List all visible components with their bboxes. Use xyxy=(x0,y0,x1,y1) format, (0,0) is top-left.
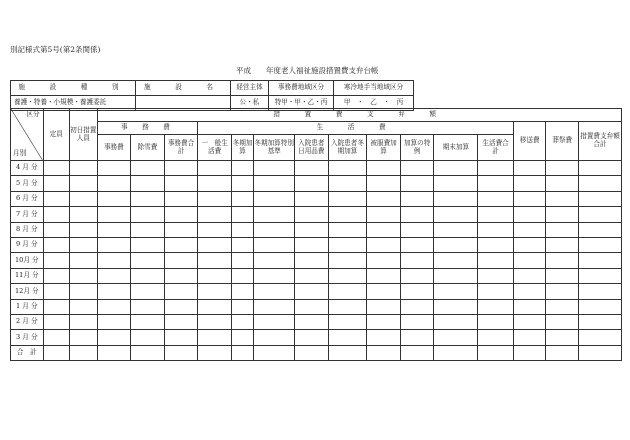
ledger-cell[interactable] xyxy=(579,345,622,360)
month-row xyxy=(11,191,622,206)
ledger-cell[interactable] xyxy=(367,253,401,268)
ledger-cell[interactable] xyxy=(231,284,253,299)
ledger-cell[interactable] xyxy=(328,268,367,283)
ledger-cell[interactable] xyxy=(513,176,546,191)
ledger-cell[interactable] xyxy=(579,330,622,345)
operator-value[interactable]: 公・私 xyxy=(231,96,269,111)
month-row xyxy=(11,253,622,268)
corner-bottom-label: 月別 xyxy=(13,149,27,158)
month-label: 11月 分 xyxy=(11,268,44,283)
ledger-cell[interactable] xyxy=(328,222,367,237)
ledger-cell[interactable] xyxy=(328,237,367,252)
ledger-cell[interactable] xyxy=(164,161,198,176)
ledger-cell[interactable] xyxy=(434,222,478,237)
ledger-cell[interactable] xyxy=(328,345,367,360)
ledger-cell[interactable] xyxy=(367,176,401,191)
ledger-cell[interactable] xyxy=(579,268,622,283)
ledger-cell[interactable] xyxy=(295,222,329,237)
ledger-cell[interactable] xyxy=(579,222,622,237)
ledger-cell[interactable] xyxy=(97,299,131,314)
ledger-cell[interactable] xyxy=(131,299,165,314)
ledger-cell[interactable] xyxy=(328,330,367,345)
month-row xyxy=(11,268,622,283)
corner-top-label: 区分 xyxy=(26,110,40,118)
ledger-cell[interactable] xyxy=(97,237,131,252)
ledger-cell[interactable] xyxy=(131,284,165,299)
ledger-cell[interactable] xyxy=(43,161,69,176)
ledger-cell[interactable] xyxy=(513,237,546,252)
ledger-cell[interactable] xyxy=(546,330,579,345)
ledger-cell[interactable] xyxy=(164,299,198,314)
ledger-cell[interactable] xyxy=(434,253,478,268)
month-label: 2 月 分 xyxy=(11,314,44,329)
ledger-cell[interactable] xyxy=(97,345,131,360)
ledger-cell[interactable] xyxy=(164,191,198,206)
ledger-cell[interactable] xyxy=(164,222,198,237)
ledger-cell[interactable] xyxy=(367,330,401,345)
ledger-cell[interactable] xyxy=(97,222,131,237)
ledger-cell[interactable] xyxy=(97,191,131,206)
ledger-cell[interactable] xyxy=(367,222,401,237)
ledger-cell[interactable] xyxy=(579,161,622,176)
ledger-cell[interactable] xyxy=(97,176,131,191)
addition-special-header: 加算の特 例 xyxy=(400,135,434,161)
transport-header: 移送費 xyxy=(513,122,546,161)
cold-region-value[interactable]: 甲 ・ 乙 ・ 丙 xyxy=(334,96,414,111)
ledger-cell[interactable] xyxy=(400,314,434,329)
month-row xyxy=(11,237,622,252)
month-row xyxy=(11,222,622,237)
ledger-cell[interactable] xyxy=(478,284,514,299)
ledger-cell[interactable] xyxy=(478,345,514,360)
ledger-cell[interactable] xyxy=(70,237,97,252)
expense-group-header: 措 置 費 支 弁 額 xyxy=(97,109,621,122)
ledger-cell[interactable] xyxy=(43,191,69,206)
ledger-cell[interactable] xyxy=(164,176,198,191)
ledger-cell[interactable] xyxy=(254,284,295,299)
ledger-cell[interactable] xyxy=(546,237,579,252)
inpatient-winter-header: 入院患者冬期加算 xyxy=(328,135,367,161)
ledger-cell[interactable] xyxy=(328,284,367,299)
ledger-cell[interactable] xyxy=(478,253,514,268)
ledger-cell[interactable] xyxy=(254,253,295,268)
ledger-cell[interactable] xyxy=(231,330,253,345)
winter-addition-header: 冬期加算 xyxy=(231,135,253,161)
ledger-cell[interactable] xyxy=(478,191,514,206)
ledger-cell[interactable] xyxy=(231,345,253,360)
ledger-cell[interactable] xyxy=(231,237,253,252)
ledger-cell[interactable] xyxy=(198,222,232,237)
ledger-cell[interactable] xyxy=(478,299,514,314)
ledger-cell[interactable] xyxy=(231,222,253,237)
ledger-cell[interactable] xyxy=(43,222,69,237)
office-region-header: 事務費地域区分 xyxy=(269,81,334,96)
office-region-value[interactable]: 特甲・甲・乙・丙 xyxy=(269,96,334,111)
month-label: 9 月 分 xyxy=(11,237,44,252)
ledger-cell[interactable] xyxy=(295,299,329,314)
ledger-cell[interactable] xyxy=(328,191,367,206)
month-row xyxy=(11,176,622,191)
cold-region-header: 寒冷地手当地域区分 xyxy=(334,81,414,96)
ledger-cell[interactable] xyxy=(70,345,97,360)
ledger-cell[interactable] xyxy=(367,314,401,329)
ledger-cell[interactable] xyxy=(367,284,401,299)
form-number: 別記様式第5号(第2条関係) xyxy=(10,45,101,54)
ledger-cell[interactable] xyxy=(546,222,579,237)
ledger-cell[interactable] xyxy=(164,345,198,360)
ledger-cell[interactable] xyxy=(400,253,434,268)
ledger-cell[interactable] xyxy=(434,314,478,329)
ledger-cell[interactable] xyxy=(367,237,401,252)
ledger-cell[interactable] xyxy=(70,299,97,314)
ledger-cell[interactable] xyxy=(97,161,131,176)
ledger-cell[interactable] xyxy=(546,161,579,176)
ledger-cell[interactable] xyxy=(546,299,579,314)
ledger-cell[interactable] xyxy=(254,314,295,329)
ledger-cell[interactable] xyxy=(231,253,253,268)
ledger-cell[interactable] xyxy=(478,222,514,237)
ledger-cell[interactable] xyxy=(254,161,295,176)
ledger-cell[interactable] xyxy=(131,161,165,176)
ledger-cell[interactable] xyxy=(546,191,579,206)
ledger-cell[interactable] xyxy=(295,253,329,268)
ledger-cell[interactable] xyxy=(546,207,579,222)
clothing-addition-header: 被服費加 算 xyxy=(367,135,401,161)
ledger-cell[interactable] xyxy=(367,299,401,314)
ledger-cell[interactable] xyxy=(231,161,253,176)
ledger-cell[interactable] xyxy=(367,207,401,222)
ledger-cell[interactable] xyxy=(43,299,69,314)
ledger-cell[interactable] xyxy=(231,207,253,222)
ledger-cell[interactable] xyxy=(546,268,579,283)
ledger-cell[interactable] xyxy=(400,284,434,299)
ledger-cell[interactable] xyxy=(546,253,579,268)
ledger-cell[interactable] xyxy=(70,222,97,237)
snow-removal-header: 除雪費 xyxy=(131,135,165,161)
ledger-cell[interactable] xyxy=(513,161,546,176)
ledger-cell[interactable] xyxy=(434,191,478,206)
ledger-cell[interactable] xyxy=(579,207,622,222)
ledger-cell[interactable] xyxy=(198,314,232,329)
ledger-cell[interactable] xyxy=(198,284,232,299)
ledger-cell[interactable] xyxy=(579,284,622,299)
month-row xyxy=(11,284,622,299)
ledger-cell[interactable] xyxy=(579,176,622,191)
ledger-cell[interactable] xyxy=(164,253,198,268)
ledger-cell[interactable] xyxy=(43,345,69,360)
month-row xyxy=(11,207,622,222)
ledger-cell[interactable] xyxy=(131,207,165,222)
ledger-cell[interactable] xyxy=(164,207,198,222)
ledger-cell[interactable] xyxy=(434,161,478,176)
ledger-cell[interactable] xyxy=(198,299,232,314)
ledger-cell[interactable] xyxy=(231,299,253,314)
facility-type-value[interactable]: 養護・特養・小規模・養護委託 xyxy=(11,96,136,111)
ledger-cell[interactable] xyxy=(131,222,165,237)
ledger-cell[interactable] xyxy=(198,330,232,345)
month-row xyxy=(11,161,622,176)
initial-persons-header: 初日措置人員 xyxy=(70,109,97,161)
month-label: 8 月 分 xyxy=(11,222,44,237)
ledger-cell[interactable] xyxy=(131,191,165,206)
ledger-table xyxy=(10,108,622,361)
ledger-cell[interactable] xyxy=(400,176,434,191)
ledger-cell[interactable] xyxy=(43,314,69,329)
ledger-cell[interactable] xyxy=(131,330,165,345)
ledger-cell[interactable] xyxy=(328,253,367,268)
ledger-cell[interactable] xyxy=(254,268,295,283)
ledger-cell[interactable] xyxy=(43,268,69,283)
ledger-cell[interactable] xyxy=(400,237,434,252)
ledger-cell[interactable] xyxy=(513,345,546,360)
ledger-cell[interactable] xyxy=(97,253,131,268)
ledger-cell[interactable] xyxy=(434,207,478,222)
ledger-cell[interactable] xyxy=(164,314,198,329)
month-label: 10月 分 xyxy=(11,253,44,268)
ledger-cell[interactable] xyxy=(43,284,69,299)
ledger-cell[interactable] xyxy=(295,284,329,299)
facility-info-table xyxy=(10,80,414,111)
ledger-cell[interactable] xyxy=(198,253,232,268)
month-label: 6 月 分 xyxy=(11,191,44,206)
living-group-header: 生 活 費 xyxy=(198,122,514,135)
ledger-cell[interactable] xyxy=(513,330,546,345)
ledger-cell[interactable] xyxy=(546,314,579,329)
ledger-cell[interactable] xyxy=(254,299,295,314)
ledger-cell[interactable] xyxy=(231,191,253,206)
ledger-cell[interactable] xyxy=(579,253,622,268)
ledger-cell[interactable] xyxy=(295,176,329,191)
ledger-cell[interactable] xyxy=(97,330,131,345)
ledger-cell[interactable] xyxy=(254,222,295,237)
general-living-header: 一 般生活費 xyxy=(198,135,232,161)
month-label: 1 月 分 xyxy=(11,299,44,314)
ledger-cell[interactable] xyxy=(70,330,97,345)
ledger-cell[interactable] xyxy=(367,268,401,283)
ledger-cell[interactable] xyxy=(434,284,478,299)
funeral-header: 葬祭費 xyxy=(546,122,579,161)
month-label: 12月 分 xyxy=(11,284,44,299)
month-label: 5 月 分 xyxy=(11,176,44,191)
ledger-cell[interactable] xyxy=(478,314,514,329)
ledger-cell[interactable] xyxy=(198,345,232,360)
inpatient-daily-header: 入院患者日用品費 xyxy=(295,135,329,161)
ledger-cell[interactable] xyxy=(43,207,69,222)
ledger-cell[interactable] xyxy=(70,284,97,299)
ledger-cell[interactable] xyxy=(400,191,434,206)
ledger-cell[interactable] xyxy=(231,314,253,329)
ledger-cell[interactable] xyxy=(579,299,622,314)
ledger-cell[interactable] xyxy=(70,314,97,329)
ledger-cell[interactable] xyxy=(400,330,434,345)
month-label: 3 月 分 xyxy=(11,330,44,345)
month-label: 7 月 分 xyxy=(11,207,44,222)
ledger-cell[interactable] xyxy=(434,176,478,191)
capacity-header: 定員 xyxy=(43,109,69,161)
ledger-cell[interactable] xyxy=(400,222,434,237)
ledger-cell[interactable] xyxy=(295,330,329,345)
ledger-cell[interactable] xyxy=(131,237,165,252)
month-row xyxy=(11,299,622,314)
ledger-cell[interactable] xyxy=(400,161,434,176)
ledger-cell[interactable] xyxy=(478,161,514,176)
ledger-cell[interactable] xyxy=(478,330,514,345)
ledger-cell[interactable] xyxy=(400,299,434,314)
ledger-cell[interactable] xyxy=(513,284,546,299)
office-total-header: 事務費合 計 xyxy=(164,135,198,161)
ledger-cell[interactable] xyxy=(513,222,546,237)
ledger-cell[interactable] xyxy=(513,191,546,206)
ledger-cell[interactable] xyxy=(131,253,165,268)
ledger-cell[interactable] xyxy=(295,268,329,283)
month-label: 4 月 分 xyxy=(11,161,44,176)
ledger-cell[interactable] xyxy=(546,345,579,360)
ledger-cell[interactable] xyxy=(434,330,478,345)
ledger-cell[interactable] xyxy=(198,207,232,222)
document-title: 平成 年度老人福祉施設措置費支弁台帳 xyxy=(236,66,379,75)
ledger-cell[interactable] xyxy=(70,207,97,222)
ledger-cell[interactable] xyxy=(513,299,546,314)
ledger-cell[interactable] xyxy=(328,299,367,314)
operator-header: 経営主体 xyxy=(231,81,269,96)
ledger-cell[interactable] xyxy=(478,176,514,191)
facility-name-header: 施 設 名 xyxy=(136,81,231,96)
living-total-header: 生活費合 計 xyxy=(478,135,514,161)
ledger-cell[interactable] xyxy=(70,253,97,268)
ledger-cell[interactable] xyxy=(43,330,69,345)
ledger-cell[interactable] xyxy=(328,161,367,176)
ledger-cell[interactable] xyxy=(164,284,198,299)
ledger-cell[interactable] xyxy=(478,237,514,252)
ledger-cell[interactable] xyxy=(367,345,401,360)
ledger-cell[interactable] xyxy=(254,207,295,222)
month-row xyxy=(11,330,622,345)
ledger-cell[interactable] xyxy=(131,176,165,191)
ledger-cell[interactable] xyxy=(434,237,478,252)
term-end-addition-header: 期末加算 xyxy=(434,135,478,161)
ledger-cell[interactable] xyxy=(328,207,367,222)
ledger-cell[interactable] xyxy=(295,207,329,222)
ledger-cell[interactable] xyxy=(295,345,329,360)
ledger-cell[interactable] xyxy=(164,330,198,345)
ledger-cell[interactable] xyxy=(400,345,434,360)
facility-type-header: 施 設 種 別 xyxy=(11,81,136,96)
ledger-cell[interactable] xyxy=(579,191,622,206)
ledger-cell[interactable] xyxy=(231,268,253,283)
ledger-cell[interactable] xyxy=(295,237,329,252)
ledger-cell[interactable] xyxy=(400,207,434,222)
ledger-cell[interactable] xyxy=(513,207,546,222)
ledger-cell[interactable] xyxy=(579,314,622,329)
ledger-cell[interactable] xyxy=(43,237,69,252)
total-row xyxy=(11,345,622,360)
ledger-cell[interactable] xyxy=(328,314,367,329)
ledger-cell[interactable] xyxy=(164,268,198,283)
ledger-cell[interactable] xyxy=(295,161,329,176)
ledger-cell[interactable] xyxy=(70,161,97,176)
ledger-cell[interactable] xyxy=(198,268,232,283)
ledger-cell[interactable] xyxy=(254,345,295,360)
ledger-cell[interactable] xyxy=(70,268,97,283)
ledger-cell[interactable] xyxy=(254,330,295,345)
ledger-cell[interactable] xyxy=(131,345,165,360)
ledger-cell[interactable] xyxy=(131,314,165,329)
ledger-cell[interactable] xyxy=(97,207,131,222)
ledger-cell[interactable] xyxy=(97,284,131,299)
ledger-cell[interactable] xyxy=(198,161,232,176)
ledger-cell[interactable] xyxy=(295,191,329,206)
total-payment-header: 措置費支弁額合計 xyxy=(579,122,622,161)
month-row xyxy=(11,314,622,329)
ledger-cell[interactable] xyxy=(254,176,295,191)
ledger-cell[interactable] xyxy=(367,191,401,206)
ledger-cell[interactable] xyxy=(254,237,295,252)
ledger-cell[interactable] xyxy=(367,161,401,176)
ledger-cell[interactable] xyxy=(43,253,69,268)
ledger-cell[interactable] xyxy=(434,268,478,283)
ledger-cell[interactable] xyxy=(478,268,514,283)
month-label: 合 計 xyxy=(11,345,44,360)
ledger-cell[interactable] xyxy=(97,268,131,283)
ledger-cell[interactable] xyxy=(198,176,232,191)
office-group-header: 事 務 費 xyxy=(97,122,198,135)
ledger-cell[interactable] xyxy=(434,345,478,360)
ledger-cell[interactable] xyxy=(434,299,478,314)
ledger-cell[interactable] xyxy=(328,176,367,191)
ledger-cell[interactable] xyxy=(546,176,579,191)
ledger-cell[interactable] xyxy=(513,253,546,268)
corner-header xyxy=(11,109,44,161)
ledger-cell[interactable] xyxy=(546,284,579,299)
ledger-cell[interactable] xyxy=(164,237,198,252)
ledger-cell[interactable] xyxy=(198,237,232,252)
ledger-cell[interactable] xyxy=(513,314,546,329)
ledger-cell[interactable] xyxy=(513,268,546,283)
ledger-cell[interactable] xyxy=(43,176,69,191)
ledger-cell[interactable] xyxy=(70,176,97,191)
ledger-cell[interactable] xyxy=(579,237,622,252)
winter-special-header: 冬期加算特別基準 xyxy=(254,135,295,161)
ledger-cell[interactable] xyxy=(254,191,295,206)
ledger-cell[interactable] xyxy=(70,191,97,206)
office-cost-header: 事務費 xyxy=(97,135,131,161)
ledger-cell[interactable] xyxy=(131,268,165,283)
ledger-cell[interactable] xyxy=(295,314,329,329)
ledger-cell[interactable] xyxy=(231,176,253,191)
ledger-cell[interactable] xyxy=(198,191,232,206)
ledger-cell[interactable] xyxy=(400,268,434,283)
ledger-cell[interactable] xyxy=(97,314,131,329)
ledger-cell[interactable] xyxy=(478,207,514,222)
